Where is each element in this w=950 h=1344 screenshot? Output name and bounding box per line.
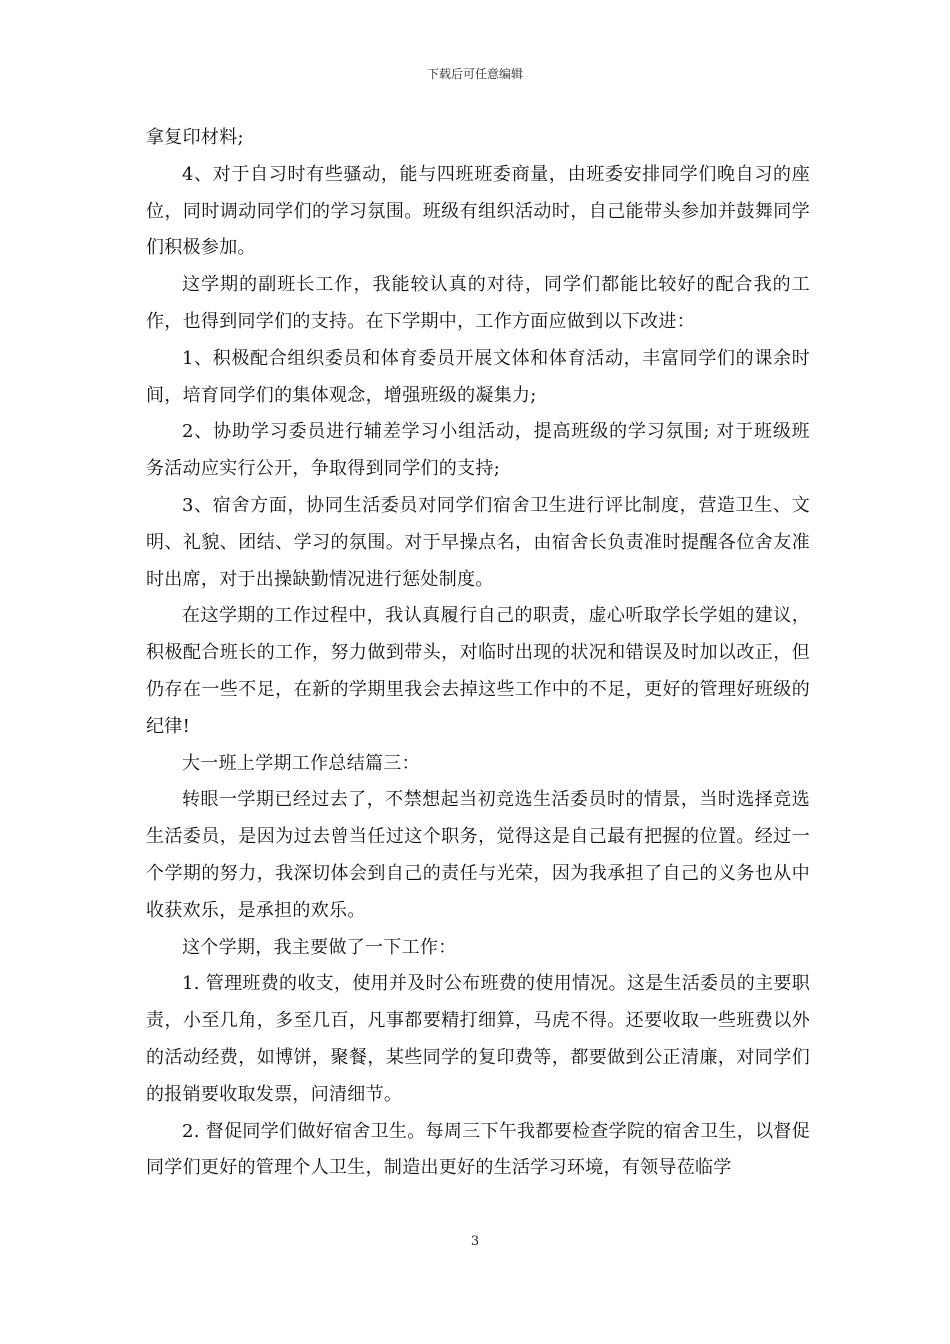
paragraph-vice-monitor-summary: 这学期的副班长工作，我能较认真的对待，同学们都能比较好的配合我的工作，也得到同学们的支持。在下学期中，工作方面应做到以下改进： — [146, 274, 810, 332]
paragraph-life-committee-intro: 转眼一学期已经过去了，不禁想起当初竞选生活委员时的情景，当时选择竞选生活委员，是因为过去曾当任过这个职务，觉得这是自己最有把握的位置。经过一个学期的努力，我深切体会到自己的责任与光荣，因为我承担了自己的义务也从中收获欢乐，是承担的欢乐。 — [146, 789, 810, 921]
paragraph-work-item-2: 2. 督促同学们做好宿舍卫生。每周三下午我都要检查学院的宿舍卫生，以督促同学们更好的管理个人卫生，制造出更好的生活学习环境，有领导莅临学 — [146, 1120, 810, 1179]
page-header-note: 下载后可任意编辑 — [426, 67, 523, 81]
document-body — [146, 120, 810, 1187]
paragraph-improvement-1: 1、积极配合组织委员和体育委员开展文体和体育活动，丰富同学们的课余时间，培育同学们的集体观念，增强班级的凝集力; — [146, 347, 810, 406]
paragraph-improvement-3: 3、宿舍方面，协同生活委员对同学们宿舍卫生进行评比制度，营造卫生、文明、礼貌、团结、学习的氛围。对于早操点名，由宿舍长负责准时提醒各位舍友准时出席，对于出操缺勤情况进行惩处制度。 — [146, 494, 810, 590]
paragraph-work-intro: 这个学期，我主要做了一下工作： — [182, 936, 457, 958]
page-number: 3 — [470, 1234, 480, 1249]
paragraph-work-item-1: 1. 管理班费的收支，使用并及时公布班费的使用情况。这是生活委员的主要职责，小至几角，多至几百，凡事都要精打细算，马虎不得。还要收取一些班费以外的活动经费，如博饼，聚餐，某些同学的复印费等，都要做到公正清廉，对同学们的报销要收取发票，问清细节。 — [146, 973, 810, 1105]
paragraph-improvement-2: 2、协助学习委员进行辅差学习小组活动，提高班级的学习氛围; 对于班级班务活动应实行公开，争取得到同学们的支持; — [146, 421, 810, 480]
paragraph-conclusion: 在这学期的工作过程中，我认真履行自己的职责，虚心听取学长学姐的建议，积极配合班长的工作，努力做到带头，对临时出现的状况和错误及时加以改正，但仍存在一些不足，在新的学期里我会去掉这些工作中的不足，更好的管理好班级的纪律! — [146, 605, 810, 737]
paragraph-continuation: 拿复印材料; — [146, 127, 244, 148]
section-heading-part-three: 大一班上学期工作总结篇三： — [182, 752, 420, 774]
paragraph-item-4: 4、对于自习时有些骚动，能与四班班委商量，由班委安排同学们晚自习的座位，同时调动同学们的学习氛围。班级有组织活动时，自己能带头参加并鼓舞同学们积极参加。 — [146, 163, 810, 259]
